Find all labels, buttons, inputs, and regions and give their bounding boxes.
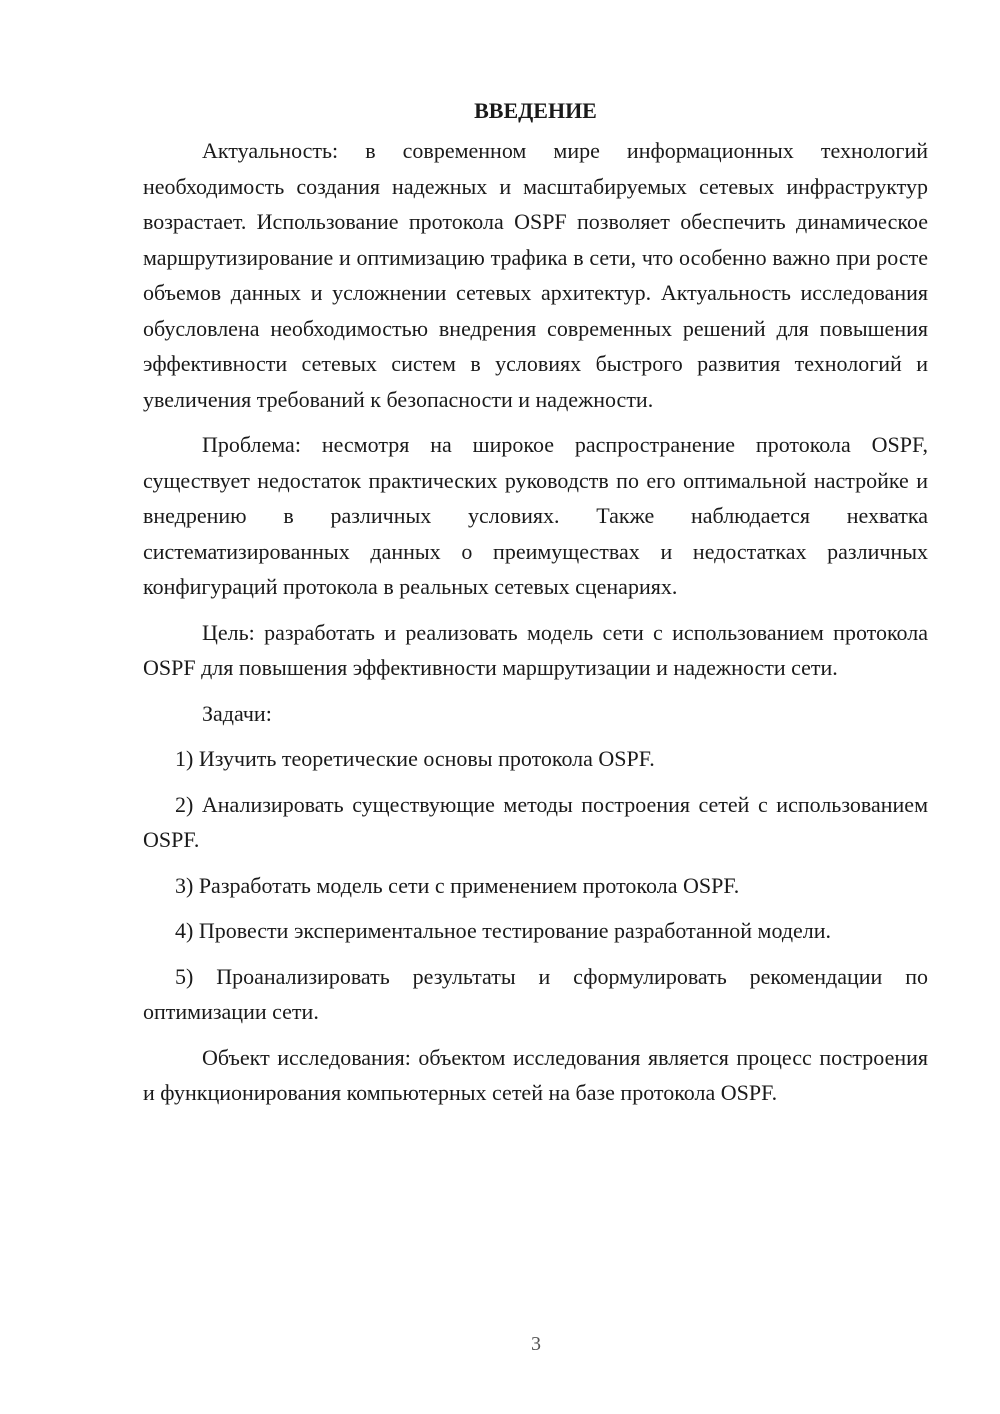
paragraph-problem: Проблема: несмотря на широкое распространение протокола OSPF, существует недостаток практических руководств по его оптимальной настройке и внедрению в различных условиях. Также наблюдается нехватка систематизированных данных о преимуществах и недостатках различных конфигураций протокола в реальных сетевых сценариях. — [143, 432, 928, 599]
task-item-3: 3) Разработать модель сети с применением протокола OSPF. — [175, 872, 740, 898]
task-item-1: 1) Изучить теоретические основы протокола OSPF. — [175, 746, 655, 771]
section-title: ВВЕДЕНИЕ — [474, 98, 597, 123]
document-page — [143, 95, 928, 1121]
page-number: 3 — [531, 1333, 541, 1355]
task-item-5: 5) Проанализировать результаты и сформулировать рекомендации по оптимизации сети. — [143, 963, 928, 1024]
paragraph-object: Объект исследования: объектом исследования является процесс построения и функционирования компьютерных сетей на базе протокола OSPF. — [143, 1044, 928, 1105]
paragraph-relevance: Актуальность: в современном мире информационных технологий необходимость создания надежных и масштабируемых сетевых инфраструктур возрастает. Использование протокола OSPF позволяет обеспечить динамическое маршрутизирование и оптимизацию трафика в сети, что особенно важно при росте объемов данных и усложнении сетевых архитектур. Актуальность исследования обусловлена необходимостью внедрения современных решений для повышения эффективности сетевых систем в условиях быстрого развития технологий и увеличения требований к безопасности и надежности. — [143, 138, 928, 412]
tasks-label: Задачи: — [202, 700, 272, 726]
task-item-2: 2) Анализировать существующие методы построения сетей с использованием OSPF. — [143, 791, 928, 852]
paragraph-goal: Цель: разработать и реализовать модель сети с использованием протокола OSPF для повышения эффективности маршрутизации и надежности сети. — [143, 619, 928, 680]
task-item-4: 4) Провести экспериментальное тестирование разработанной модели. — [175, 918, 832, 943]
